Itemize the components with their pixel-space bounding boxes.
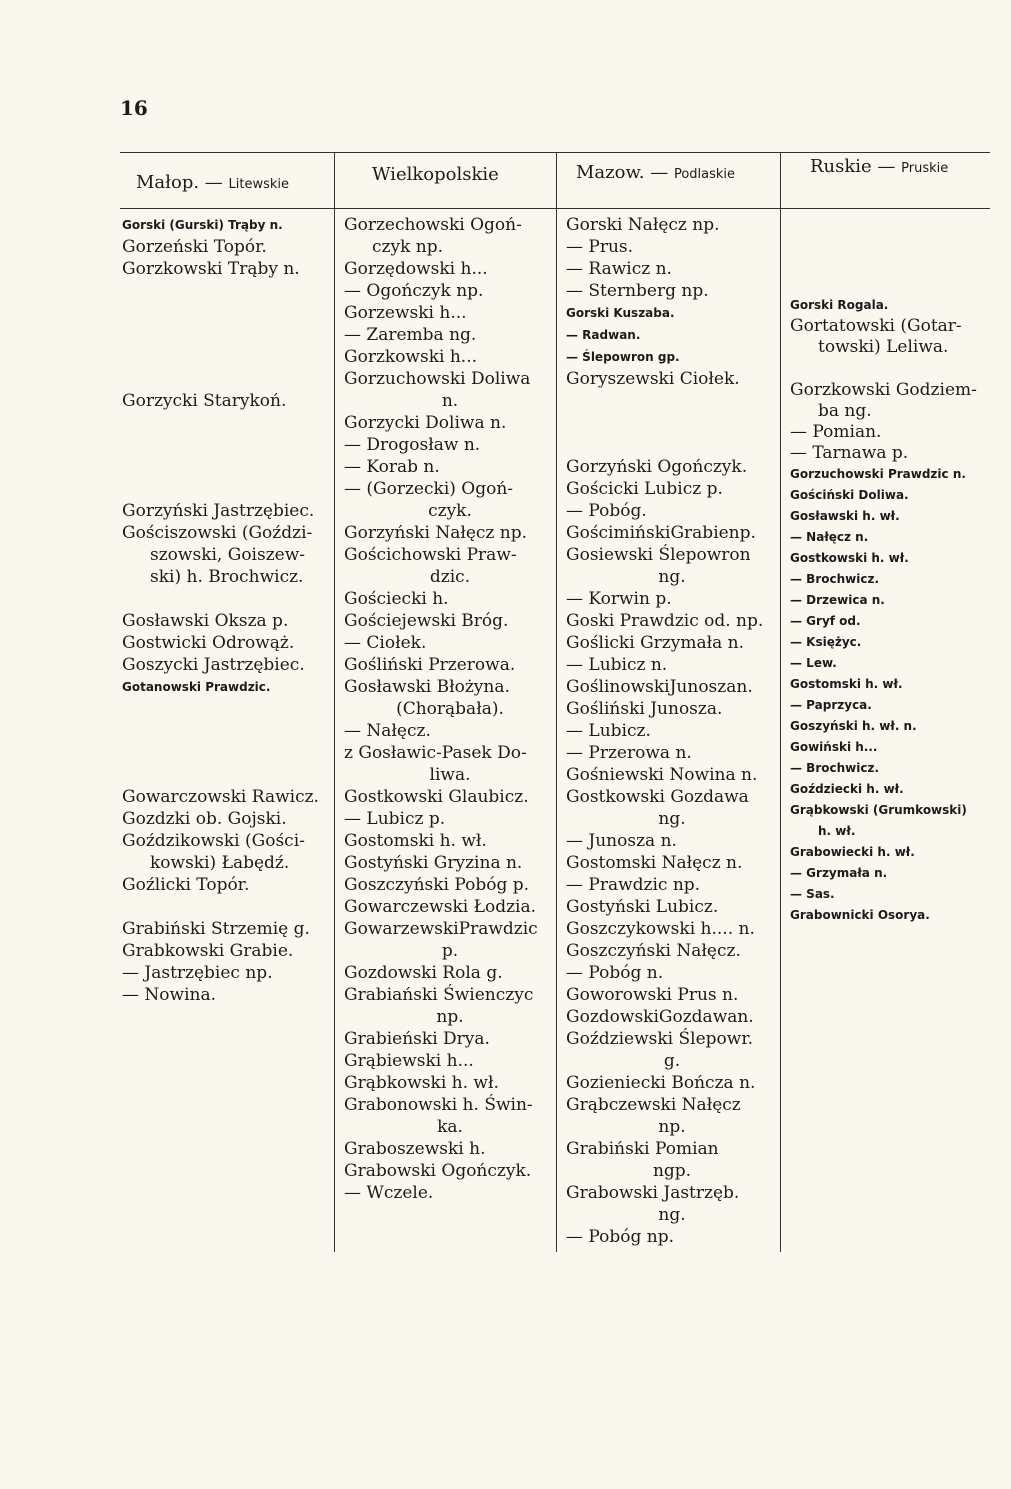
header-sub: Litewskie [228,177,290,192]
list-item: Gozdowski Rola g. [344,963,503,983]
list-item: — Lubicz p. [344,809,446,829]
header-wielkopolskie [372,164,499,185]
list-item: np. [436,1007,464,1027]
list-item: — Lubicz. [566,721,651,741]
list-item: Gorzyński Jastrzębiec. [122,501,315,521]
list-item: Grabowiecki h. wł. [790,845,915,859]
list-item: — Ślepowron gp. [566,350,680,364]
list-item: Gościński Doliwa. [790,488,909,502]
list-item: Goźlicki Topór. [122,875,250,895]
list-item: Goszyński h. wł. n. [790,719,917,733]
list-item: ng. [658,809,686,829]
list-item: Gorzechowski Ogoń- [344,215,522,235]
list-item: — Drzewica n. [790,593,885,607]
list-item: p. [441,941,459,961]
list-item: — Korwin p. [566,589,672,609]
list-item: Grabiański Świenczyc [344,985,534,1005]
list-item: — Paprzyca. [790,698,872,712]
list-item: — Przerowa n. [566,743,692,763]
list-item: h. wł. [818,824,856,838]
list-item: Gościcki Lubicz p. [566,479,723,499]
list-item: Gośliński Przerowa. [344,655,516,675]
list-item: Gotanowski Prawdzic. [122,680,271,694]
list-item: towski) Leliwa. [818,337,949,357]
list-item: Goszczyński Nałęcz. [566,941,741,961]
list-item: ngp. [652,1161,692,1181]
column-ruskie [790,294,1005,925]
list-item: — Gryf od. [790,614,861,628]
list-item: — Nowina. [122,985,216,1005]
header-main: Małop. — [136,172,223,193]
list-item: Gorzewski h... [344,303,467,323]
header-main: Ruskie — [810,156,896,177]
list-item: Gosławski h. wł. [790,509,900,523]
header-top-rule [120,152,990,153]
list-item: Goździkowski (Gości- [122,831,305,851]
list-item: — Lubicz n. [566,655,668,675]
header-bottom-rule [120,208,990,209]
column-divider-2 [556,152,557,1252]
list-item: — Ciołek. [344,633,427,653]
header-main: Wielkopolskie [372,164,499,185]
list-item: Gorzkowski Godziem- [790,380,977,400]
list-item: Gozdzki ob. Gojski. [122,809,287,829]
list-item: — Sternberg np. [566,281,709,301]
column-divider-1 [334,152,335,1252]
list-item: — Pomian. [790,422,882,442]
list-item: — Drogosław n. [344,435,481,455]
list-item: — Rawicz n. [566,259,672,279]
list-item: Gostyński Gryzina n. [344,853,523,873]
list-item: GoślinowskiJunoszan. [566,677,753,697]
list-item: — Grzymała n. [790,866,888,880]
list-item: GozdowskiGozdawan. [566,1007,754,1027]
list-item: Gostkowski h. wł. [790,551,909,565]
list-item: — Korab n. [344,457,440,477]
list-item: Grabownicki Osorya. [790,908,930,922]
column-malop [122,214,332,1006]
header-sub: Podlaskie [673,167,736,182]
list-item: Gorzędowski h... [344,259,488,279]
list-item: ski) h. Brochwicz. [150,567,304,587]
list-item: — Junosza n. [566,831,677,851]
list-item: — (Gorzecki) Ogoń- [344,479,514,499]
list-item: Goryszewski Ciołek. [566,369,740,389]
list-item: — Prus. [566,237,634,257]
list-item: — Lew. [790,656,837,670]
list-item: — Sas. [790,887,835,901]
list-item: Gorzyński Ogończyk. [566,457,748,477]
list-item: Grabiński Pomian [566,1139,719,1159]
list-item: Goszczyński Pobóg p. [344,875,530,895]
list-item: Grabowski Jastrzęb. [566,1183,740,1203]
list-item: Gostkowski Gozdawa [566,787,749,807]
list-item: Goździecki h. wł. [790,782,904,796]
list-item: Gostomski h. wł. [344,831,487,851]
list-item: Gorzkowski Trąby n. [122,259,300,279]
list-item: liwa. [429,765,471,785]
list-item: Grabkowski Grabie. [122,941,294,961]
list-item: Gorzyński Nałęcz np. [344,523,528,543]
list-item: szowski, Goiszew- [150,545,306,565]
list-item: Grabieński Drya. [344,1029,490,1049]
list-item: ba ng. [818,401,872,421]
list-item: — Wczele. [344,1183,434,1203]
list-item: Gowiński h... [790,740,878,754]
list-item: Gośliński Junosza. [566,699,723,719]
list-item: Gorzycki Doliwa n. [344,413,507,433]
list-item: Gostomski Nałęcz n. [566,853,743,873]
list-item: Goszczykowski h.... n. [566,919,755,939]
list-item: Grabiński Strzemię g. [122,919,310,939]
list-item: Gowarczewski Łodzia. [344,897,537,917]
list-item: Grąbczewski Nałęcz [566,1095,741,1115]
list-item: ka. [437,1117,463,1137]
list-item: np. [658,1117,686,1137]
list-item: — Ogończyk np. [344,281,484,301]
list-item: g. [663,1051,681,1071]
list-item: — Nałęcz. [344,721,431,741]
list-item: Gowarczowski Rawicz. [122,787,319,807]
list-item: Grąbiewski h... [344,1051,474,1071]
list-item: Grabonowski h. Świn- [344,1095,533,1115]
list-item: Goworowski Prus n. [566,985,739,1005]
list-item: dzic. [429,567,471,587]
list-item: — Pobóg n. [566,963,664,983]
list-item: ng. [658,567,686,587]
list-item: n. [441,391,459,411]
header-ruskie [810,156,948,177]
list-item: czyk np. [372,237,444,257]
page-number: 16 [120,96,148,120]
list-item: Gosławski Oksza p. [122,611,289,631]
list-item: — Jastrzębiec np. [122,963,273,983]
list-item: ng. [658,1205,686,1225]
column-wielkopolskie [344,214,556,1204]
list-item: Gorzuchowski Doliwa [344,369,531,389]
list-item: Gościecki h. [344,589,449,609]
list-item: Gościszowski (Goździ- [122,523,313,543]
list-item: — Brochwicz. [790,572,879,586]
list-item: Gostomski h. wł. [790,677,903,691]
list-item: Gorski Rogala. [790,298,889,312]
list-item: Gorski Nałęcz np. [566,215,720,235]
header-main: Mazow. — [576,162,669,183]
header-mazow [576,162,735,183]
list-item: Gorzeński Topór. [122,237,267,257]
list-item: Gostwicki Odrowąż. [122,633,295,653]
list-item: Gostyński Lubicz. [566,897,719,917]
list-item: — Księżyc. [790,635,862,649]
list-item: — Pobóg np. [566,1227,675,1247]
list-item: Gostkowski Glaubicz. [344,787,529,807]
column-divider-3 [780,152,781,1252]
list-item: GościmińskiGrabienp. [566,523,756,543]
list-item: Gosiewski Ślepowron [566,545,751,565]
list-item: — Tarnawa p. [790,443,909,463]
list-item: Goszycki Jastrzębiec. [122,655,305,675]
list-item: — Pobóg. [566,501,647,521]
list-item: — Nałęcz n. [790,530,869,544]
list-item: Gorzkowski h... [344,347,478,367]
column-mazowsze [566,214,778,1248]
list-item: Gorski (Gurski) Trąby n. [122,218,283,232]
list-item: Gorzuchowski Prawdzic n. [790,467,966,481]
list-item: Gozieniecki Bończa n. [566,1073,756,1093]
list-item: — Radwan. [566,328,641,342]
list-item: Gortatowski (Gotar- [790,316,962,336]
list-item: z Gosławic-Pasek Do- [344,743,527,763]
header-sub: Pruskie [901,161,949,176]
list-item: Graboszewski h. [344,1139,486,1159]
list-item: Grąbkowski h. wł. [344,1073,499,1093]
list-item: Gośniewski Nowina n. [566,765,758,785]
list-item: — Brochwicz. [790,761,879,775]
list-item: Goski Prawdzic od. np. [566,611,764,631]
list-item: — Prawdzic np. [566,875,701,895]
list-item: Gosławski Błożyna. [344,677,510,697]
list-item: Gościchowski Praw- [344,545,517,565]
list-item: (Chorąbała). [396,699,504,719]
list-item: Gorski Kuszaba. [566,306,675,320]
list-item: Gościejewski Bróg. [344,611,509,631]
list-item: Gorzycki Starykoń. [122,391,287,411]
list-item: kowski) Łabędź. [150,853,290,873]
list-item: GowarzewskiPrawdzic [344,919,538,939]
list-item: Goździewski Ślepowr. [566,1029,753,1049]
list-item: Grąbkowski (Grumkowski) [790,803,967,817]
list-item: Goślicki Grzymała n. [566,633,745,653]
list-item: czyk. [428,501,472,521]
list-item: — Zaremba ng. [344,325,477,345]
list-item: Grabowski Ogończyk. [344,1161,532,1181]
header-malop [136,172,289,193]
